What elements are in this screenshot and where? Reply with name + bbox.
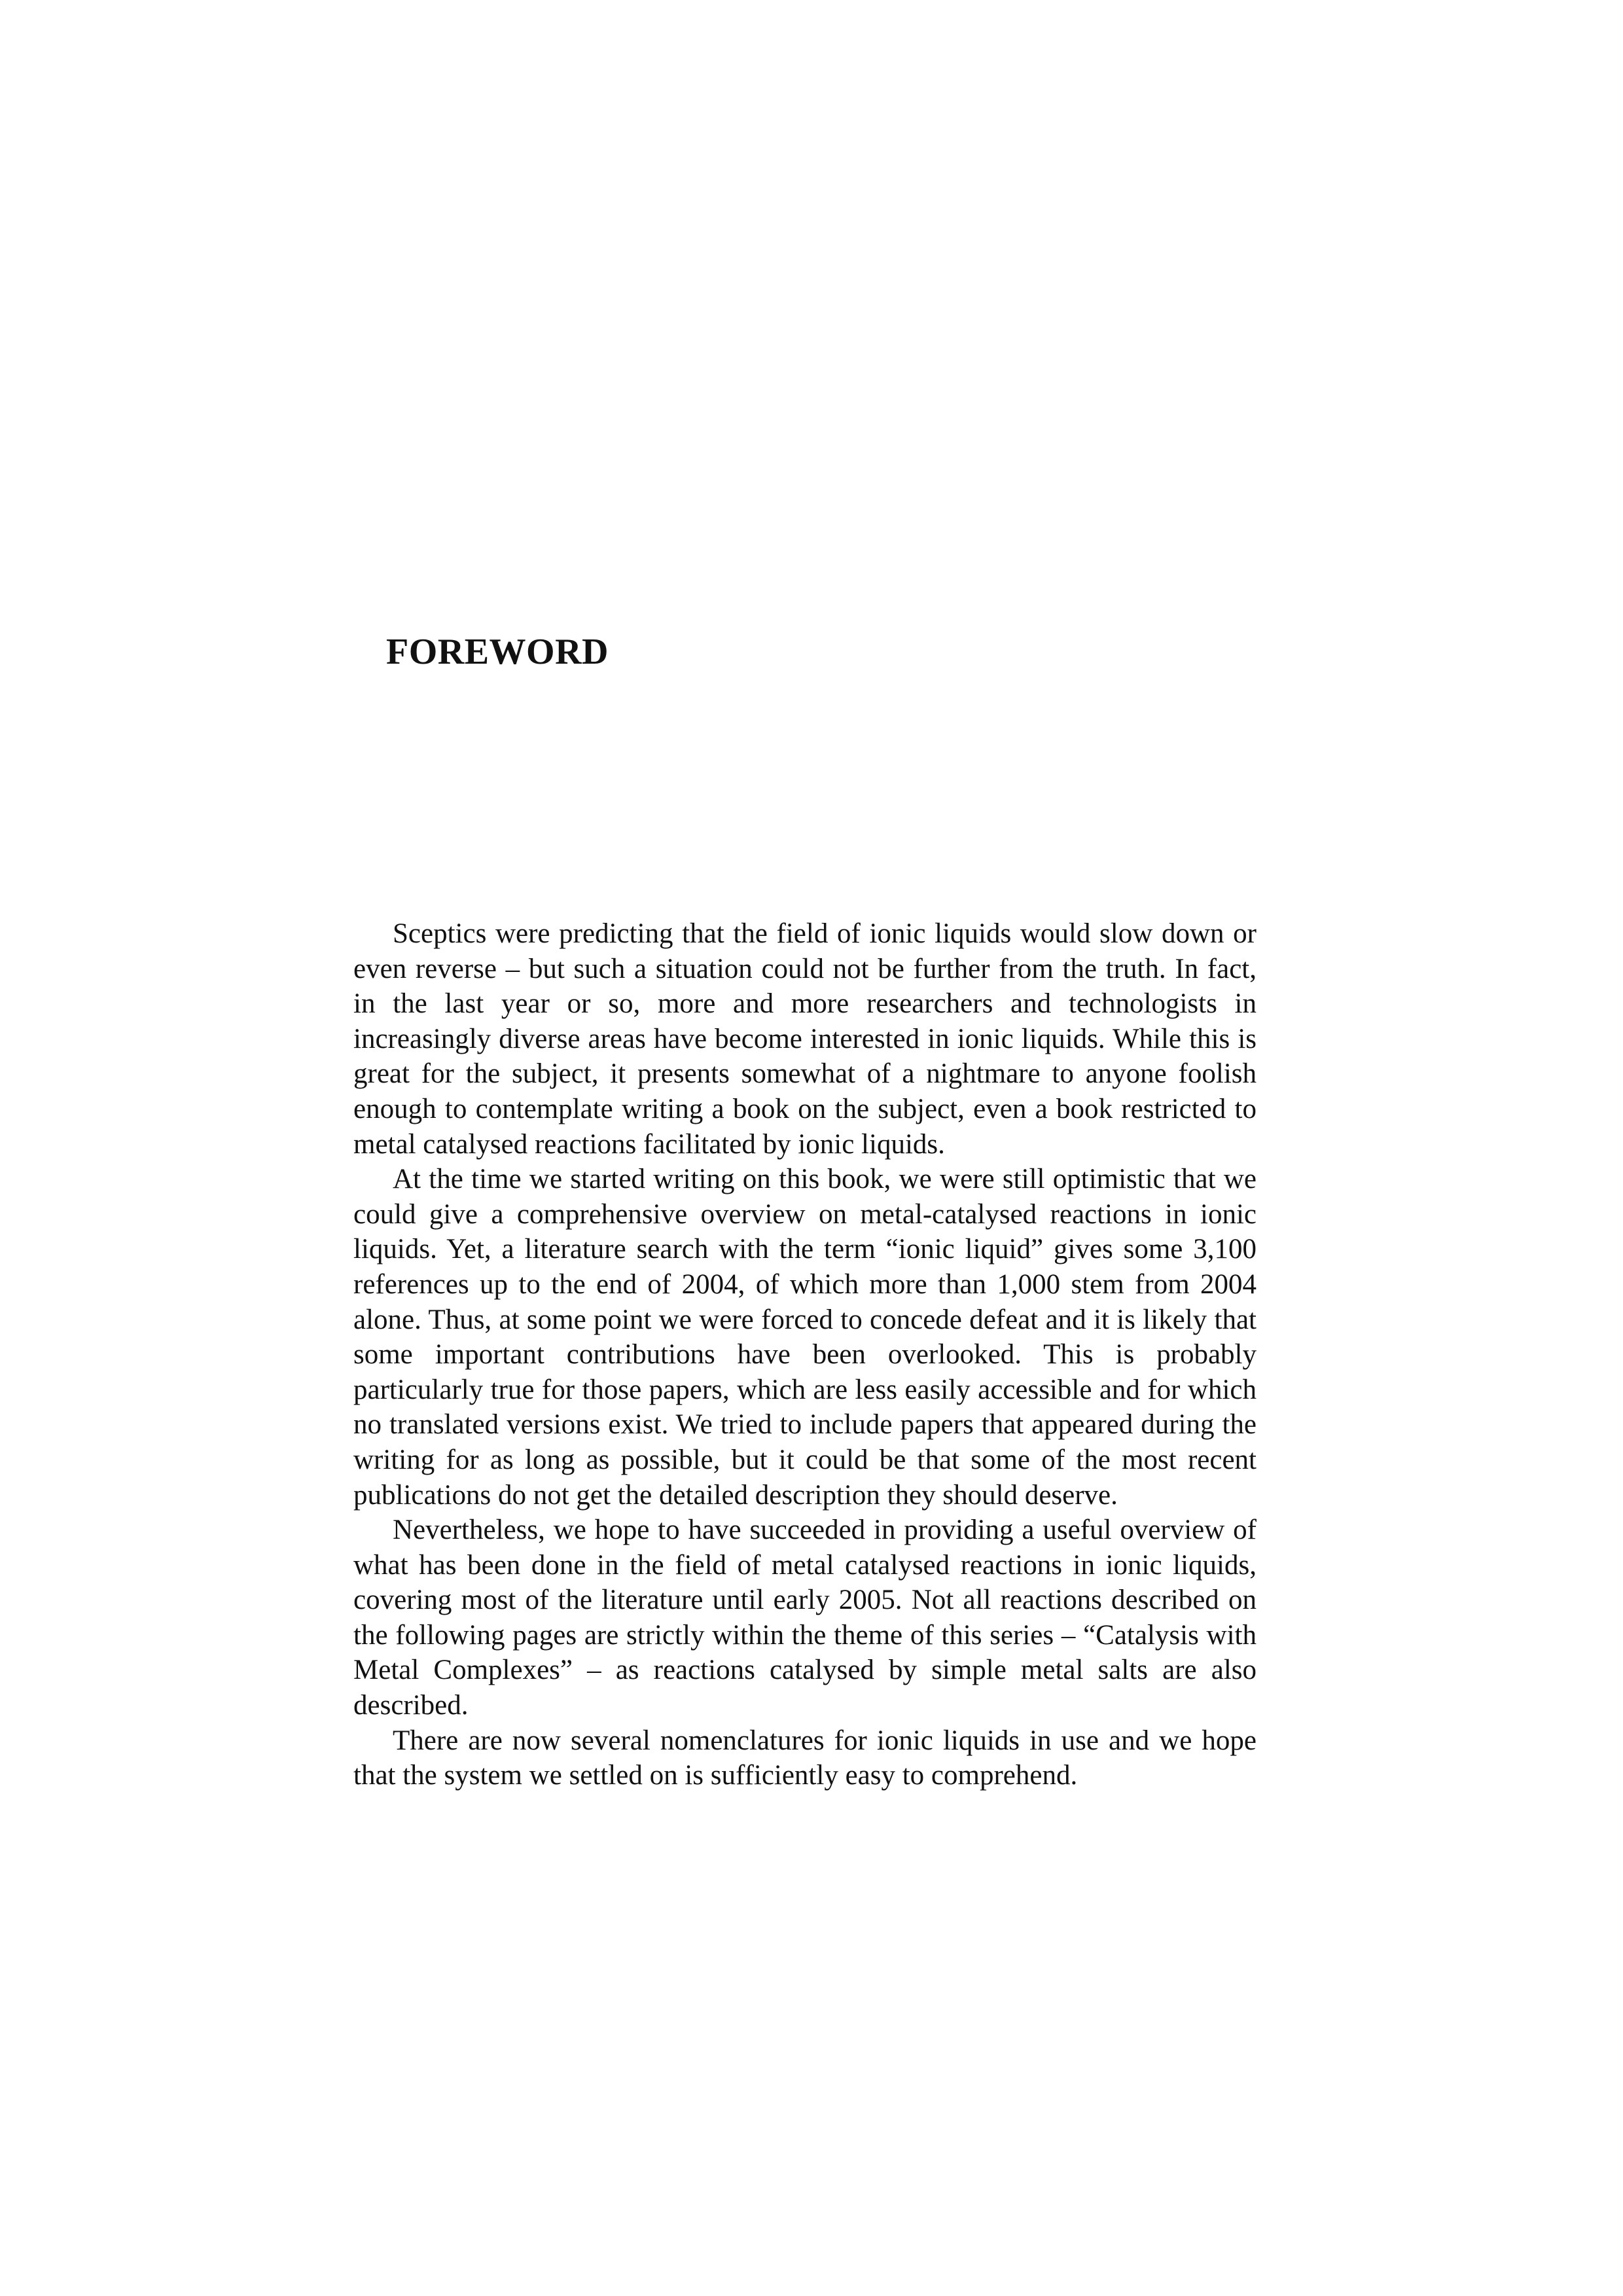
page-title: FOREWORD	[386, 632, 609, 672]
paragraph-2: At the time we started writing on this book, we were still optimistic that we could give a comprehensive overview on metal-catalysed reactions in ionic liquids. Yet, a literature search with the term “ionic liquid” gives some 3,100 references up to the end of 2004, of which more than 1,000 stem from 2004 alone. Thus, at some point we were forced to concede defeat and it is likely that some important contributions have been overlooked. This is probably particularly true for those papers, which are less easily accessible and for which no translated versions exist. We tried to include papers that appeared during the writing for as long as possible, but it could be that some of the most recent publications do not get the detailed description they should deserve.	[353, 1164, 1257, 1511]
foreword-body	[353, 916, 1257, 1793]
paragraph-4: There are now several nomenclatures for ionic liquids in use and we hope that the system we settled on is sufficiently easy to comprehend.	[353, 1725, 1257, 1791]
paragraph-1: Sceptics were predicting that the field of ionic liquids would slow down or even reverse – but such a situation could not be further from the truth. In fact, in the last year or so, more and more researchers and technologists in increasingly diverse areas have become interested in ionic liquids. While this is great for the subject, it presents somewhat of a nightmare to anyone foolish enough to contemplate writing a book on the subject, even a book restricted to metal catalysed reactions facilitated by ionic liquids.	[353, 918, 1257, 1160]
paragraph-3: Nevertheless, we hope to have succeeded in providing a useful overview of what has been done in the field of metal catalysed reactions in ionic liquids, covering most of the literature until early 2005. Not all reactions described on the following pages are strictly within the theme of this series – “Catalysis with Metal Complexes” – as reactions catalysed by simple metal salts are also described.	[353, 1515, 1257, 1721]
